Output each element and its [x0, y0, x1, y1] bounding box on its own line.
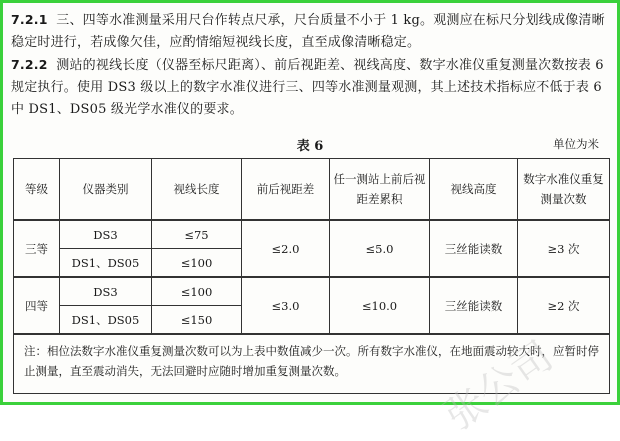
- fb-diff-cell: ≤2.0: [242, 220, 330, 277]
- table-row: [14, 277, 610, 306]
- clause-7-2-1: [11, 9, 607, 54]
- sight-length-cell: ≤75: [152, 220, 242, 249]
- instrument-cell: DS1、DS05: [60, 306, 152, 335]
- table-note-row: [14, 334, 610, 394]
- cum-diff-cell: ≤5.0: [330, 220, 430, 277]
- sight-length-cell: ≤100: [152, 277, 242, 306]
- clause-number: 7.2.2: [11, 57, 48, 72]
- header-cum-diff: 任一测站上前后视距差累积: [330, 159, 430, 221]
- clause-text: 三、四等水准测量采用尺台作转点尺承，尺台质量不小于 1 kg。观测应在标尺分划线成像清晰稳定时进行，若成像欠佳，应酌情缩短视线长度，直至成像清晰稳定。: [11, 13, 605, 50]
- header-sight-height: 视线高度: [430, 159, 518, 221]
- clause-text: 测站的视线长度（仪器至标尺距离）、前后视距差、视线高度、数字水准仪重复测量次数按表 6 规定执行。使用 DS3 级以上的数字水准仪进行三、四等水准测量观测，其上述技术指标应不低于表 6 中 DS1、DS05 级光学水准仪的要求。: [11, 58, 604, 117]
- header-grade: 等级: [14, 159, 60, 221]
- grade-cell: 四等: [14, 277, 60, 334]
- sight-length-cell: ≤150: [152, 306, 242, 335]
- sight-length-cell: ≤100: [152, 249, 242, 278]
- table-unit: 单位为米: [553, 137, 599, 151]
- table-row: [14, 220, 610, 249]
- repeat-cell: ≥3 次: [518, 220, 610, 277]
- header-fb-diff: 前后视距差: [242, 159, 330, 221]
- grade-cell: 三等: [14, 220, 60, 277]
- cum-diff-cell: ≤10.0: [330, 277, 430, 334]
- instrument-cell: DS3: [60, 220, 152, 249]
- header-sight-length: 视线长度: [152, 159, 242, 221]
- sight-height-cell: 三丝能读数: [430, 220, 518, 277]
- instrument-cell: DS3: [60, 277, 152, 306]
- clause-number: 7.2.1: [11, 12, 48, 27]
- repeat-cell: ≥2 次: [518, 277, 610, 334]
- table-note: 注：相位法数字水准仪重复测量次数可以为上表中数值减少一次。所有数字水准仪，在地面震动较大时，应暂时停止测量，直至震动消失，无法回避时应随时增加重复测量次数。: [14, 334, 610, 394]
- sight-height-cell: 三丝能读数: [430, 277, 518, 334]
- clause-7-2-2: [11, 54, 607, 121]
- instrument-cell: DS1、DS05: [60, 249, 152, 278]
- table-caption: 表 6: [296, 139, 324, 154]
- header-repeat: 数字水准仪重复测量次数: [518, 159, 610, 221]
- table-header-row: [14, 159, 610, 221]
- header-instrument: 仪器类别: [60, 159, 152, 221]
- watermark: 张公司: [436, 333, 562, 440]
- spec-table: [13, 158, 610, 394]
- fb-diff-cell: ≤3.0: [242, 277, 330, 334]
